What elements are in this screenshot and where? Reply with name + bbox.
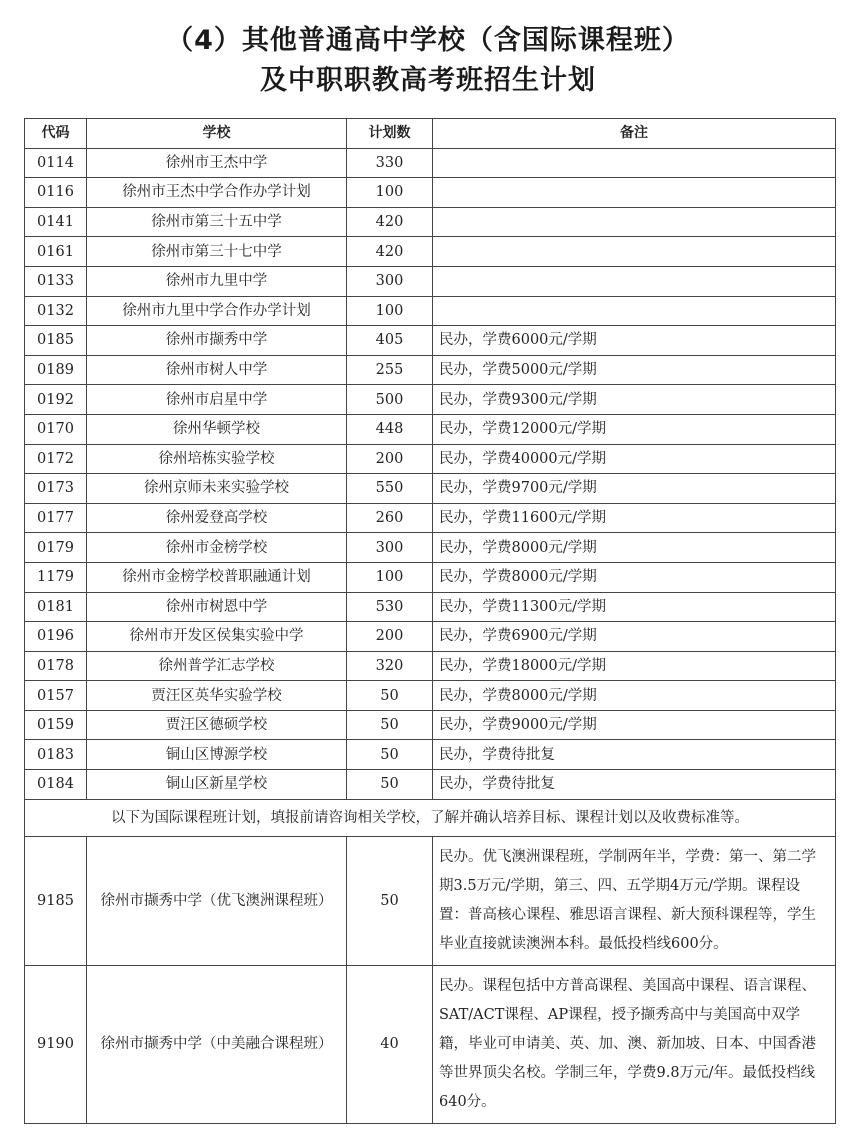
cell-code: 0114 — [25, 148, 87, 178]
cell-note: 民办，学费40000元/学期 — [433, 444, 836, 474]
cell-note: 民办，学费9300元/学期 — [433, 385, 836, 415]
cell-school: 徐州市开发区侯集实验中学 — [87, 622, 347, 652]
cell-plan: 405 — [347, 326, 433, 356]
header-school: 学校 — [87, 119, 347, 149]
cell-school: 徐州市树人中学 — [87, 355, 347, 385]
cell-school: 贾汪区德硕学校 — [87, 710, 347, 740]
cell-school: 徐州普学汇志学校 — [87, 651, 347, 681]
cell-note: 民办，学费18000元/学期 — [433, 651, 836, 681]
cell-plan: 330 — [347, 148, 433, 178]
cell-code: 9190 — [25, 965, 87, 1123]
table-row — [25, 503, 836, 533]
cell-school: 徐州市九里中学 — [87, 266, 347, 296]
cell-code: 0157 — [25, 681, 87, 711]
cell-code: 0173 — [25, 474, 87, 504]
intl-notice-row — [25, 799, 836, 836]
cell-school: 徐州京师未来实验学校 — [87, 474, 347, 504]
table-row — [25, 770, 836, 800]
table-row — [25, 326, 836, 356]
cell-plan: 50 — [347, 836, 433, 965]
cell-note: 民办，学费6900元/学期 — [433, 622, 836, 652]
cell-note: 民办，学费5000元/学期 — [433, 355, 836, 385]
cell-school: 徐州爱登高学校 — [87, 503, 347, 533]
cell-note: 民办，学费9700元/学期 — [433, 474, 836, 504]
cell-plan: 100 — [347, 296, 433, 326]
cell-code: 0116 — [25, 178, 87, 208]
table-row — [25, 592, 836, 622]
table-row — [25, 710, 836, 740]
header-code: 代码 — [25, 119, 87, 149]
cell-note — [433, 266, 836, 296]
cell-plan: 50 — [347, 740, 433, 770]
cell-school: 铜山区博源学校 — [87, 740, 347, 770]
cell-plan: 100 — [347, 178, 433, 208]
cell-plan: 550 — [347, 474, 433, 504]
cell-plan: 50 — [347, 681, 433, 711]
cell-code: 0185 — [25, 326, 87, 356]
cell-note: 民办，学费12000元/学期 — [433, 414, 836, 444]
cell-note: 民办，学费11600元/学期 — [433, 503, 836, 533]
page-title-line1: （4）其他普通高中学校（含国际课程班） — [166, 25, 690, 56]
cell-plan: 255 — [347, 355, 433, 385]
table-row — [25, 444, 836, 474]
cell-plan: 40 — [347, 965, 433, 1123]
cell-code: 0189 — [25, 355, 87, 385]
table-row — [25, 474, 836, 504]
cell-plan: 300 — [347, 266, 433, 296]
cell-plan: 200 — [347, 622, 433, 652]
cell-plan: 420 — [347, 207, 433, 237]
cell-school: 徐州市树恩中学 — [87, 592, 347, 622]
cell-plan: 200 — [347, 444, 433, 474]
cell-school: 徐州培栋实验学校 — [87, 444, 347, 474]
cell-plan: 300 — [347, 533, 433, 563]
intl-notice: 以下为国际课程班计划，填报前请咨询相关学校，了解并确认培养目标、课程计划以及收费标准等。 — [25, 799, 836, 836]
cell-code: 0184 — [25, 770, 87, 800]
cell-code: 0170 — [25, 414, 87, 444]
cell-code: 0181 — [25, 592, 87, 622]
cell-code: 0133 — [25, 266, 87, 296]
cell-note: 民办，学费8000元/学期 — [433, 562, 836, 592]
table-row — [25, 355, 836, 385]
header-note: 备注 — [433, 119, 836, 149]
cell-plan: 448 — [347, 414, 433, 444]
cell-note: 民办，学费8000元/学期 — [433, 533, 836, 563]
cell-code: 9185 — [25, 836, 87, 965]
cell-code: 0161 — [25, 237, 87, 267]
cell-code: 0177 — [25, 503, 87, 533]
cell-school: 徐州市撷秀中学 — [87, 326, 347, 356]
cell-note — [433, 207, 836, 237]
cell-note — [433, 178, 836, 208]
cell-school: 贾汪区英华实验学校 — [87, 681, 347, 711]
cell-plan: 500 — [347, 385, 433, 415]
cell-code: 0132 — [25, 296, 87, 326]
cell-plan: 50 — [347, 710, 433, 740]
cell-code: 0196 — [25, 622, 87, 652]
cell-school: 徐州市第三十五中学 — [87, 207, 347, 237]
enrollment-table — [24, 118, 836, 1124]
cell-code: 0179 — [25, 533, 87, 563]
table-row — [25, 296, 836, 326]
cell-plan: 320 — [347, 651, 433, 681]
cell-note — [433, 148, 836, 178]
cell-plan: 530 — [347, 592, 433, 622]
header-plan: 计划数 — [347, 119, 433, 149]
cell-school: 徐州市王杰中学 — [87, 148, 347, 178]
cell-note: 民办，学费11300元/学期 — [433, 592, 836, 622]
cell-school: 徐州华顿学校 — [87, 414, 347, 444]
cell-school: 铜山区新星学校 — [87, 770, 347, 800]
table-row — [25, 414, 836, 444]
cell-code: 0192 — [25, 385, 87, 415]
cell-school: 徐州市撷秀中学（优飞澳洲课程班） — [87, 836, 347, 965]
cell-note: 民办。优飞澳洲课程班，学制两年半，学费：第一、第二学期3.5万元/学期，第三、四、五学期4万元/学期。课程设置：普高核心课程、雅思语言课程、新大预科课程等，学生毕业直接就读澳洲本科。最低投档线600分。 — [433, 836, 836, 965]
intl-table-row — [25, 965, 836, 1123]
cell-code: 0183 — [25, 740, 87, 770]
cell-code: 0159 — [25, 710, 87, 740]
cell-school: 徐州市金榜学校 — [87, 533, 347, 563]
table-row — [25, 237, 836, 267]
table-row — [25, 622, 836, 652]
cell-school: 徐州市撷秀中学（中美融合课程班） — [87, 965, 347, 1123]
intl-table-row — [25, 836, 836, 965]
cell-note: 民办，学费待批复 — [433, 740, 836, 770]
table-row — [25, 562, 836, 592]
cell-school: 徐州市金榜学校普职融通计划 — [87, 562, 347, 592]
cell-plan: 260 — [347, 503, 433, 533]
table-row — [25, 533, 836, 563]
cell-note: 民办，学费6000元/学期 — [433, 326, 836, 356]
cell-note: 民办，学费待批复 — [433, 770, 836, 800]
cell-note — [433, 237, 836, 267]
cell-school: 徐州市王杰中学合作办学计划 — [87, 178, 347, 208]
cell-school: 徐州市九里中学合作办学计划 — [87, 296, 347, 326]
table-row — [25, 651, 836, 681]
table-row — [25, 178, 836, 208]
table-row — [25, 266, 836, 296]
cell-code: 0172 — [25, 444, 87, 474]
cell-note: 民办，学费8000元/学期 — [433, 681, 836, 711]
cell-plan: 50 — [347, 770, 433, 800]
cell-code: 1179 — [25, 562, 87, 592]
cell-plan: 420 — [347, 237, 433, 267]
page-title-line2: 及中职职教高考班招生计划 — [260, 65, 596, 96]
table-row — [25, 148, 836, 178]
cell-note: 民办。课程包括中方普高课程、美国高中课程、语言课程、SAT/ACT课程、AP课程，授予撷秀高中与美国高中双学籍，毕业可申请美、英、加、澳、新加坡、日本、中国香港等世界顶尖名校。学制三年，学费9.8万元/年。最低投档线640分。 — [433, 965, 836, 1123]
table-row — [25, 681, 836, 711]
cell-plan: 100 — [347, 562, 433, 592]
table-row — [25, 207, 836, 237]
cell-code: 0178 — [25, 651, 87, 681]
cell-note — [433, 296, 836, 326]
table-row — [25, 740, 836, 770]
cell-school: 徐州市启星中学 — [87, 385, 347, 415]
cell-code: 0141 — [25, 207, 87, 237]
table-header-row — [25, 119, 836, 149]
cell-note: 民办，学费9000元/学期 — [433, 710, 836, 740]
table-row — [25, 385, 836, 415]
cell-school: 徐州市第三十七中学 — [87, 237, 347, 267]
